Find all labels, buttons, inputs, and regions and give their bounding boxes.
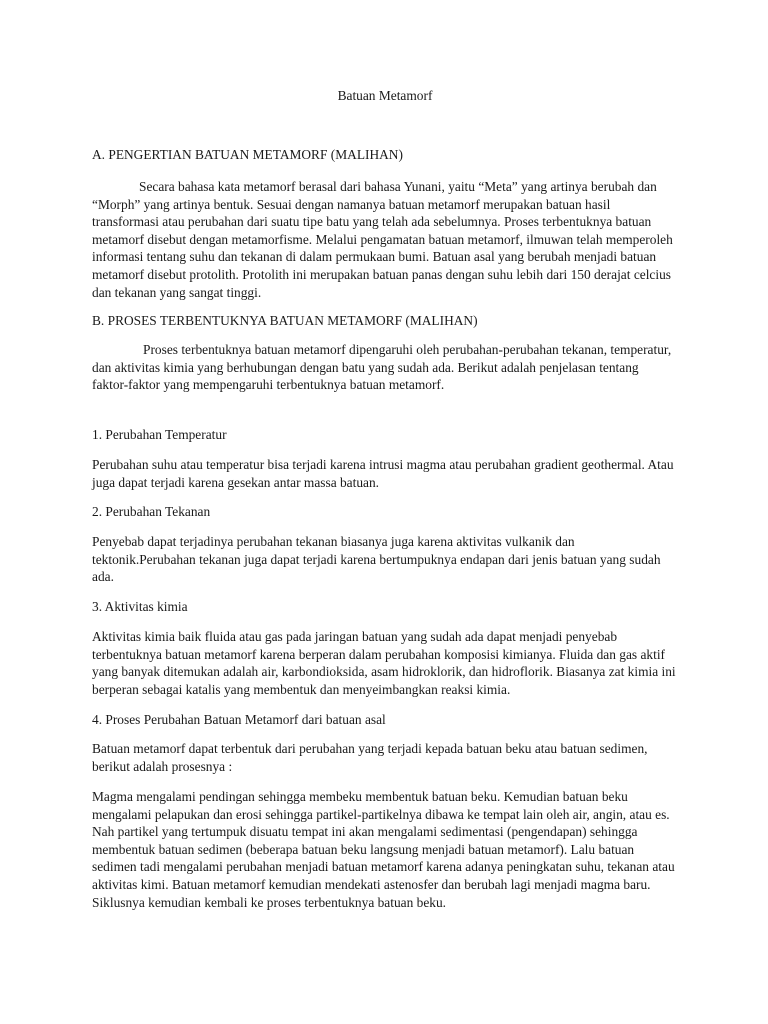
section-b-paragraph: Proses terbentuknya batuan metamorf dipengaruhi oleh perubahan-perubahan tekanan, temperatur, dan aktivitas kimia yang berhubungan dengan batu yang sudah ada. Berikut adalah penjelasan tentang faktor-faktor yang mempengaruhi terbentuknya batuan metamorf.: [92, 342, 672, 393]
item-4-paragraph-2: Magma mengalami pendingan sehingga membeku membentuk batuan beku. Kemudian batuan beku mengalami pelapukan dan erosi sehingga partikel-partikelnya dibawa ke tempat lain oleh air, angin, atau es. Nah partikel yang tertumpuk disuatu tempat ini akan mengalami sedimentasi (pengendapan) sehingga membentuk batuan sedimen (beberapa batuan beku langsung menjadi batuan metamorf). Lalu batuan sedimen tadi mengalami perubahan menjadi batuan metamorf karena adanya peningkatan suhu, tekanan atau aktivitas kimi. Batuan metamorf kemudian mendekati astenosfer dan berubah lagi menjadi magma baru. Siklusnya kemudian kembali ke proses terbentuknya batuan beku.: [92, 789, 675, 910]
item-3-paragraph: Aktivitas kimia baik fluida atau gas pada jaringan batuan yang sudah ada dapat menjadi penyebab terbentuknya batuan metamorf karena berperan dalam perubahan komposisi kimianya. Fluida dan gas aktif yang banyak ditemukan adalah air, karbondioksida, asam hidroklorik, dan hidroflorik. Biasanya zat kimia ini berperan sebagai katalis yang membentuk dan menyeimbangkan reaksi kimia.: [92, 629, 676, 697]
section-a-paragraph: Secara bahasa kata metamorf berasal dari bahasa Yunani, yaitu “Meta” yang artinya berubah dan “Morph” yang artinya bentuk. Sesuai dengan namanya batuan metamorf merupakan batuan hasil transformasi atau perubahan dari suatu tipe batu yang telah ada sebelumnya. Proses terbentuknya batuan metamorf disebut dengan metamorfisme. Melalui pengamatan batuan metamorf, ilmuwan telah memperoleh informasi tentang suhu dan tekanan di dalam permukaan bumi. Batuan asal yang berubah menjadi batuan metamorf disebut protolith. Protolith ini merupakan batuan panas dengan suhu lebih dari 150 derajat celcius dan tekanan yang sangat tinggi.: [92, 179, 673, 300]
item-4-heading: 4. Proses Perubahan Batuan Metamorf dari batuan asal: [92, 712, 386, 727]
item-2-paragraph: Penyebab dapat terjadinya perubahan tekanan biasanya juga karena aktivitas vulkanik dan tektonik.Perubahan tekanan juga dapat terjadi karena bertumpuknya endapan dari jenis batuan yang sudah ada.: [92, 534, 661, 585]
item-2-heading: 2. Perubahan Tekanan: [92, 504, 211, 519]
item-1-paragraph: Perubahan suhu atau temperatur bisa terjadi karena intrusi magma atau perubahan gradient geothermal. Atau juga dapat terjadi karena gesekan antar massa batuan.: [92, 457, 674, 490]
document-title: Batuan Metamorf: [337, 88, 433, 103]
section-b-heading: B. PROSES TERBENTUKNYA BATUAN METAMORF (MALIHAN): [92, 313, 478, 328]
item-1-heading: 1. Perubahan Temperatur: [92, 427, 227, 442]
section-a-heading: A. PENGERTIAN BATUAN METAMORF (MALIHAN): [92, 147, 403, 162]
item-4-paragraph-1: Batuan metamorf dapat terbentuk dari perubahan yang terjadi kepada batuan beku atau batuan sedimen, berikut adalah prosesnya :: [92, 741, 648, 774]
item-3-heading: 3. Aktivitas kimia: [92, 599, 188, 614]
